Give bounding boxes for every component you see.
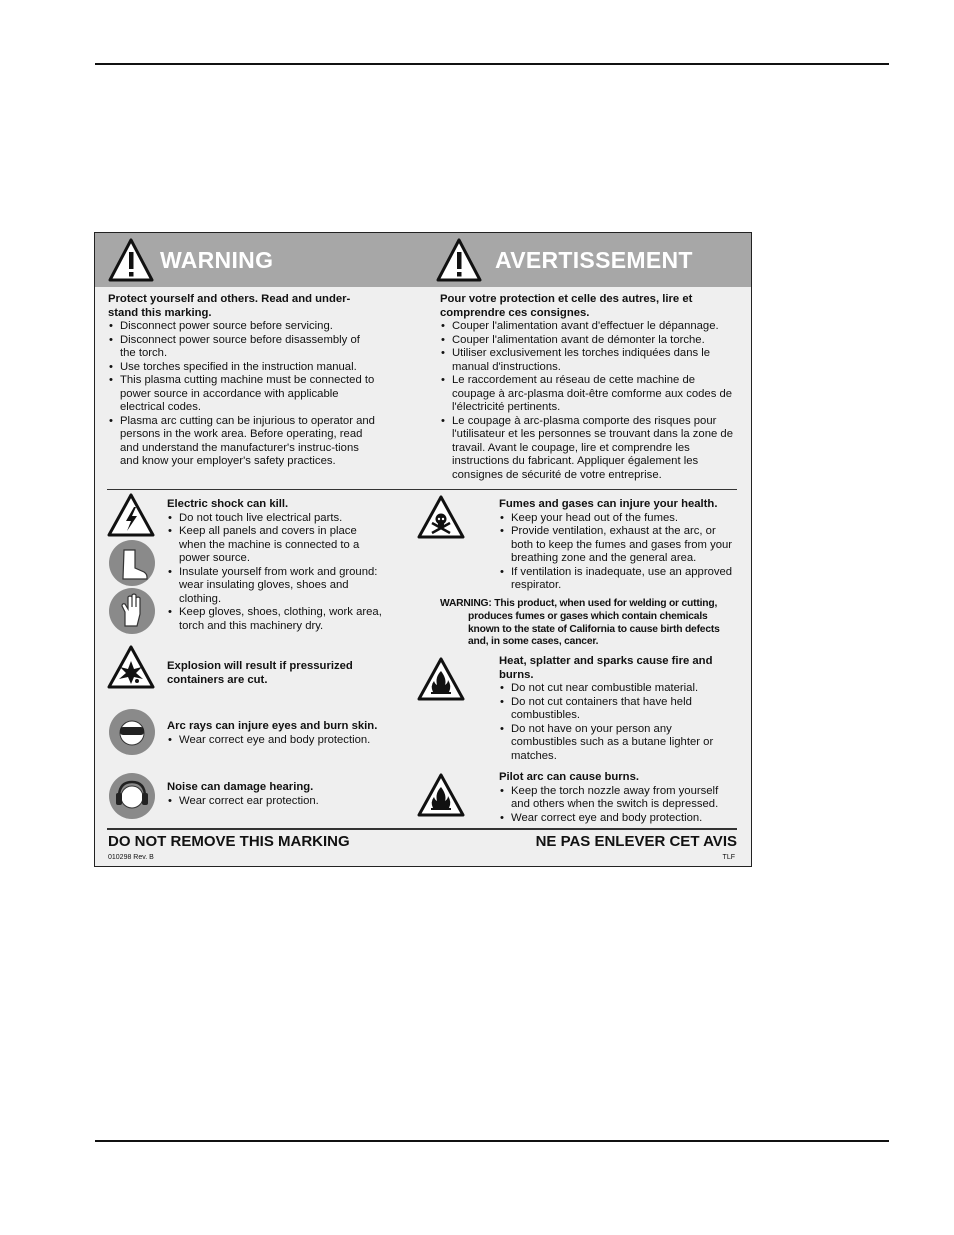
noise-title: Noise can damage hearing. [167,781,314,793]
heat-section [499,655,734,763]
boot-icon [109,540,155,586]
footer-divider [107,828,737,830]
french-intro [440,293,738,482]
list-item: • Plasma arc cutting can be injurious to operator and persons in the work area. Before operating, read and understand the manufacturer's instruc-tions and know your employer's safety practices. [108,415,378,469]
list-item: • Keep your head out of the fumes. [499,512,739,526]
warning-label [94,232,752,867]
list-item: • Insulate yourself from work and ground: wear insulating gloves, shoes and clothing. [167,566,382,607]
shock-list [167,512,382,634]
list-item: • Keep the torch nozzle away from yourself and others when the switch is depressed. [499,785,739,812]
list-item: • Le raccordement au réseau de cette machine de coupage à arc-plasma doit-être comforme aux codes de l'électricité pertinents. [440,374,738,415]
fumes-section [499,498,739,593]
fire-icon [417,773,465,817]
avertissement-title: AVERTISSEMENT [495,247,693,273]
bottom-rule [95,1140,889,1142]
list-item: • Couper l'alimentation avant de démonter la torche. [440,334,738,348]
list-item: • Wear correct eye and body protection. [167,734,397,748]
warning-triangle-icon [436,237,482,283]
list-item: • Keep gloves, shoes, clothing, work area, torch and this machinery dry. [167,606,382,633]
footer-right: NE PAS ENLEVER CET AVIS [535,833,737,850]
skull-crossbones-icon [417,495,465,539]
english-intro-list [108,320,378,469]
list-item: • Disconnect power source before disassembly of the torch. [108,334,378,361]
electric-shock-icon [107,493,155,537]
arc-rays-title: Arc rays can injure eyes and burn skin. [167,720,378,732]
pilot-section [499,771,739,825]
prop65-warning [440,598,738,649]
english-intro-title: Protect yourself and others. Read and under-stand this marking. [108,293,351,319]
prop65-rest: produces fumes or gases which contain chemicals known to the state of California to cause birth defects and, in some cases, cancer. [468,610,720,648]
list-item: • If ventilation is inadequate, use an approved respirator. [499,566,739,593]
list-item: • Provide ventilation, exhaust at the arc, or both to keep the fumes and gases from your breathing zone and the general area. [499,525,739,566]
warning-triangle-icon [108,237,154,283]
explosion-icon [107,645,155,689]
list-item: • Do not touch live electrical parts. [167,512,382,526]
list-item: • Keep all panels and covers in place when the machine is connected to a power source. [167,525,382,566]
list-item: • Do not cut near combustible material. [499,682,734,696]
list-item: • Le coupage à arc-plasma comporte des risques pour l'utilisateur et les personnes se trouvant dans la zone de travail. Avant le coupage, lire et comprendre les instructions du fabricant. Appliquer également les consignes de sécurité de votre entreprise. [440,415,738,483]
section-divider [107,489,737,490]
goggles-icon [109,709,155,755]
list-item: • Wear correct ear protection. [167,795,397,809]
heat-title: Heat, splatter and sparks cause fire and burns. [499,655,713,681]
french-intro-title: Pour votre protection et celle des autres, lire et comprendre ces consignes. [440,293,693,319]
list-item: • Utiliser exclusivement les torches indiquées dans le manual d'instructions. [440,347,738,374]
list-item: • Couper l'alimentation avant d'effectuer le dépannage. [440,320,738,334]
prop65-lead: WARNING: This product, when used for welding or cutting, [440,598,718,609]
part-number: 010298 Rev. B [108,854,154,861]
ear-protection-icon [109,773,155,819]
fumes-title: Fumes and gases can injure your health. [499,498,718,510]
shock-section [167,498,382,633]
list-item: • This plasma cutting machine must be connected to power source in accordance with applicable electrical codes. [108,374,378,415]
list-item: • Disconnect power source before servicing. [108,320,378,334]
list-item: • Use torches specified in the instruction manual. [108,361,378,375]
heat-list [499,682,734,763]
noise-list [167,795,397,809]
list-item: • Do not cut containers that have held combustibles. [499,696,734,723]
warning-title: WARNING [160,247,274,273]
label-header [95,233,751,287]
list-item: • Do not have on your person any combustibles such as a butane lighter or matches. [499,723,734,764]
top-rule [95,63,889,65]
fumes-list [499,512,739,593]
french-intro-list [440,320,738,482]
glove-icon [109,588,155,634]
noise-section [167,781,397,808]
pilot-list [499,785,739,826]
pilot-title: Pilot arc can cause burns. [499,771,640,783]
list-item: • Wear correct eye and body protection. [499,812,739,826]
shock-title: Electric shock can kill. [167,498,289,510]
english-intro [108,293,378,469]
fire-icon [417,657,465,701]
explosion-title: Explosion will result if pressurized containers are cut. [167,660,353,686]
footer-left: DO NOT REMOVE THIS MARKING [108,833,350,850]
tlf-mark: TLF [722,854,735,861]
arc-rays-list [167,734,397,748]
arc-rays-section [167,720,397,747]
